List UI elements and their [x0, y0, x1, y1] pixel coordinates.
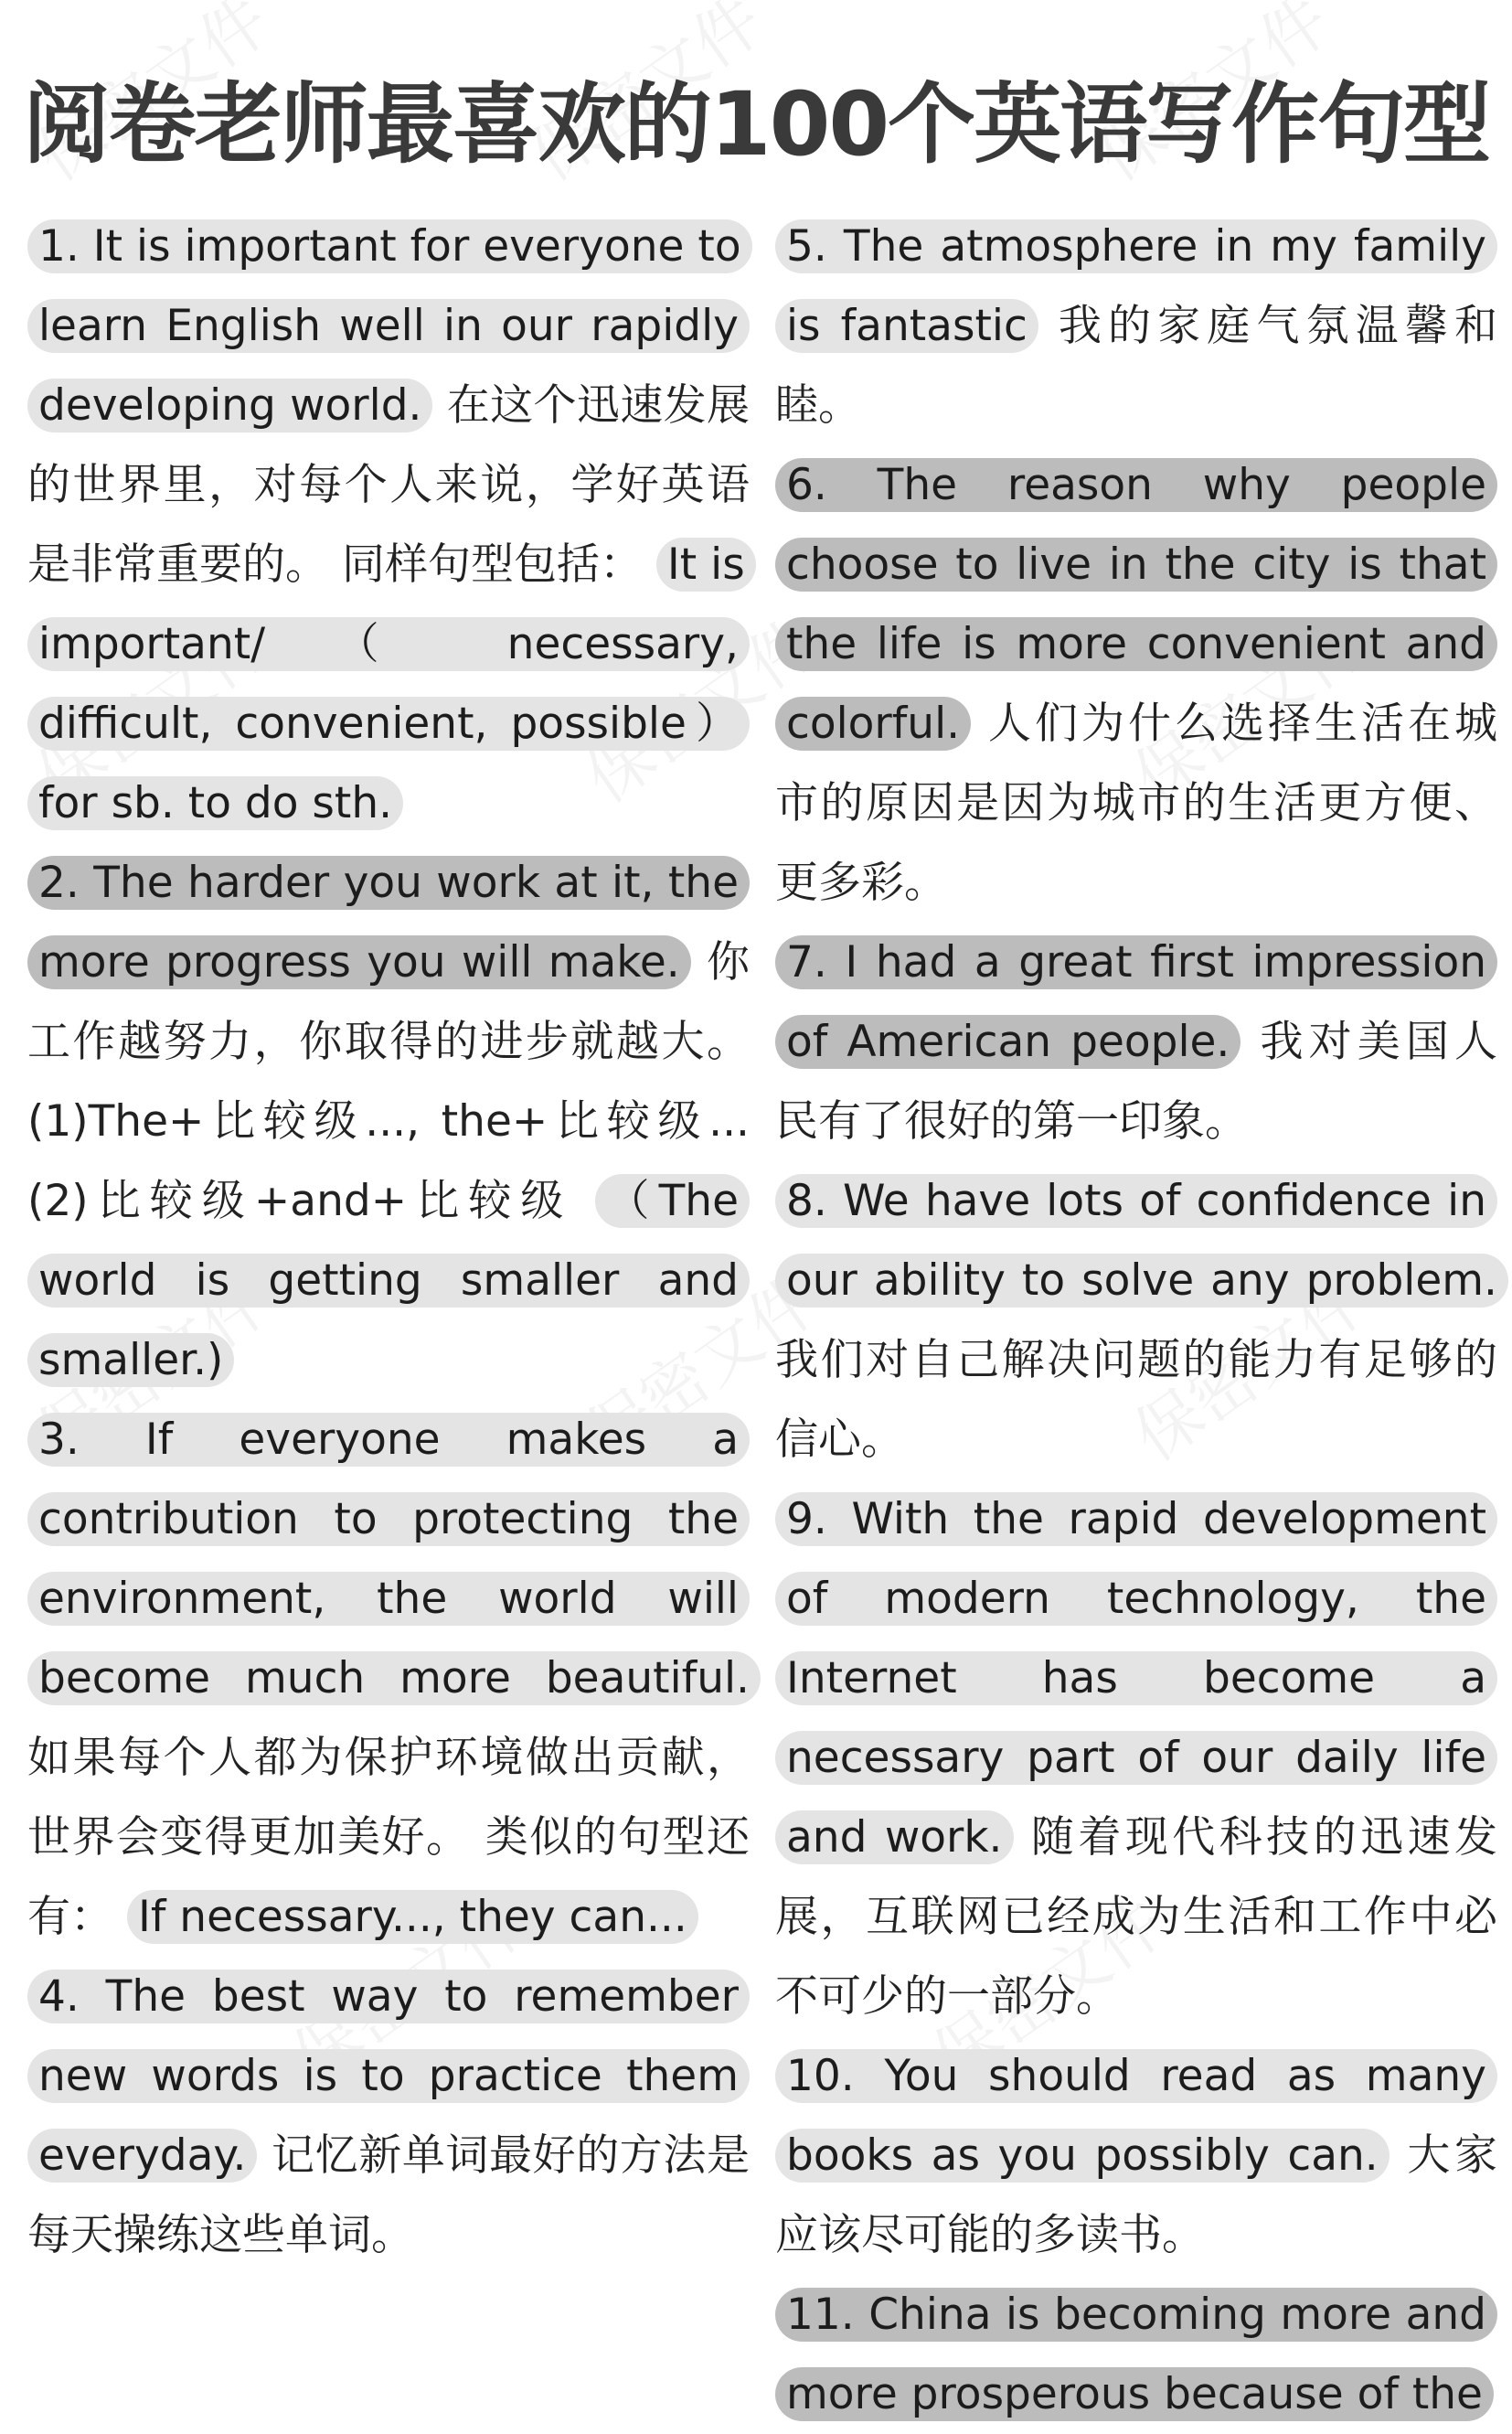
- sentence-item-3: [27, 1400, 750, 1957]
- sentence-english: 10. You should read as many books as you possibly can.: [775, 2049, 1497, 2183]
- sentence-item-2: [27, 843, 750, 1400]
- sentence-chinese: 在这个迅速发展的世界里，对每个人来说，学好英语是非常重要的。 同样句型包括：: [27, 380, 750, 590]
- sentence-chinese: 大家应该尽可能的多读书。: [775, 2130, 1497, 2260]
- sentence-chinese: 记忆新单词最好的方法是每天操练这些单词。: [27, 2130, 750, 2260]
- sentence-pattern: （The world is getting smaller and smaller.): [27, 1174, 750, 1387]
- sentence-chinese: 我对美国人民有了很好的第一印象。: [775, 1017, 1497, 1147]
- sentence-item-10: [775, 2036, 1497, 2275]
- sentence-item-7: [775, 923, 1497, 1161]
- sentence-english: 4. The best way to remember new words is to practice them everyday.: [27, 1970, 750, 2183]
- sentence-item-5: [775, 207, 1497, 445]
- sentence-english: 3. If everyone makes a contribution to protecting the environment, the world will become much more beautiful.: [27, 1413, 761, 1705]
- sentence-english: 1. It is important for everyone to learn English well in our rapidly developing world.: [27, 219, 752, 432]
- sentence-chinese: 我的家庭气氛温馨和睦。: [775, 301, 1497, 431]
- sentence-pattern: It is important/ （ necessary, difficult, convenient, possible）for sb. to do sth.: [27, 538, 756, 830]
- sentence-english: 2. The harder you work at it, the more progress you will make.: [27, 856, 750, 989]
- sentence-english: 6. The reason why people choose to live in the city is that the life is more convenient and colorful.: [775, 458, 1497, 751]
- sentence-item-9: [775, 1479, 1497, 2036]
- sentence-item-1: [27, 207, 750, 843]
- sentence-chinese: 人们为什么选择生活在城市的原因是因为城市的生活更方便、更多彩。: [775, 699, 1497, 908]
- sentence-english: 9. With the rapid development of modern technology, the Internet has become a necessary part of our daily life and work.: [775, 1492, 1497, 1864]
- sentence-item-11: [775, 2275, 1497, 2434]
- right-column: [775, 207, 1497, 2434]
- sentence-chinese: 你工作越努力，你取得的进步就越大。(1)The+比较级..., the+比较级... (2)比较级+and+比较级: [27, 937, 750, 1226]
- sentence-chinese: 如果每个人都为保护环境做出贡献，世界会变得更加美好。 类似的句型还有：: [27, 1733, 750, 1942]
- sentence-item-6: [775, 445, 1497, 923]
- left-column: [27, 207, 750, 2275]
- sentence-english: 5. The atmosphere in my family is fantastic: [775, 219, 1497, 353]
- sentence-english: 7. I had a great first impression of American people.: [775, 935, 1497, 1069]
- sentence-chinese: 随着现代科技的迅速发展，互联网已经成为生活和工作中必不可少的一部分。: [775, 1812, 1497, 2022]
- sentence-pattern: If necessary..., they can...: [127, 1890, 698, 1944]
- sentence-english: 8. We have lots of confidence in our ability to solve any problem.: [775, 1174, 1508, 1308]
- page-title: 阅卷老师最喜欢的100个英语写作句型: [22, 73, 1490, 176]
- sentence-chinese: 我们对自己解决问题的能力有足够的信心。: [775, 1335, 1497, 1465]
- sentence-item-8: [775, 1161, 1497, 1479]
- sentence-english: 11. China is becoming more and more prosperous because of the: [775, 2288, 1497, 2421]
- sentence-item-4: [27, 1957, 750, 2275]
